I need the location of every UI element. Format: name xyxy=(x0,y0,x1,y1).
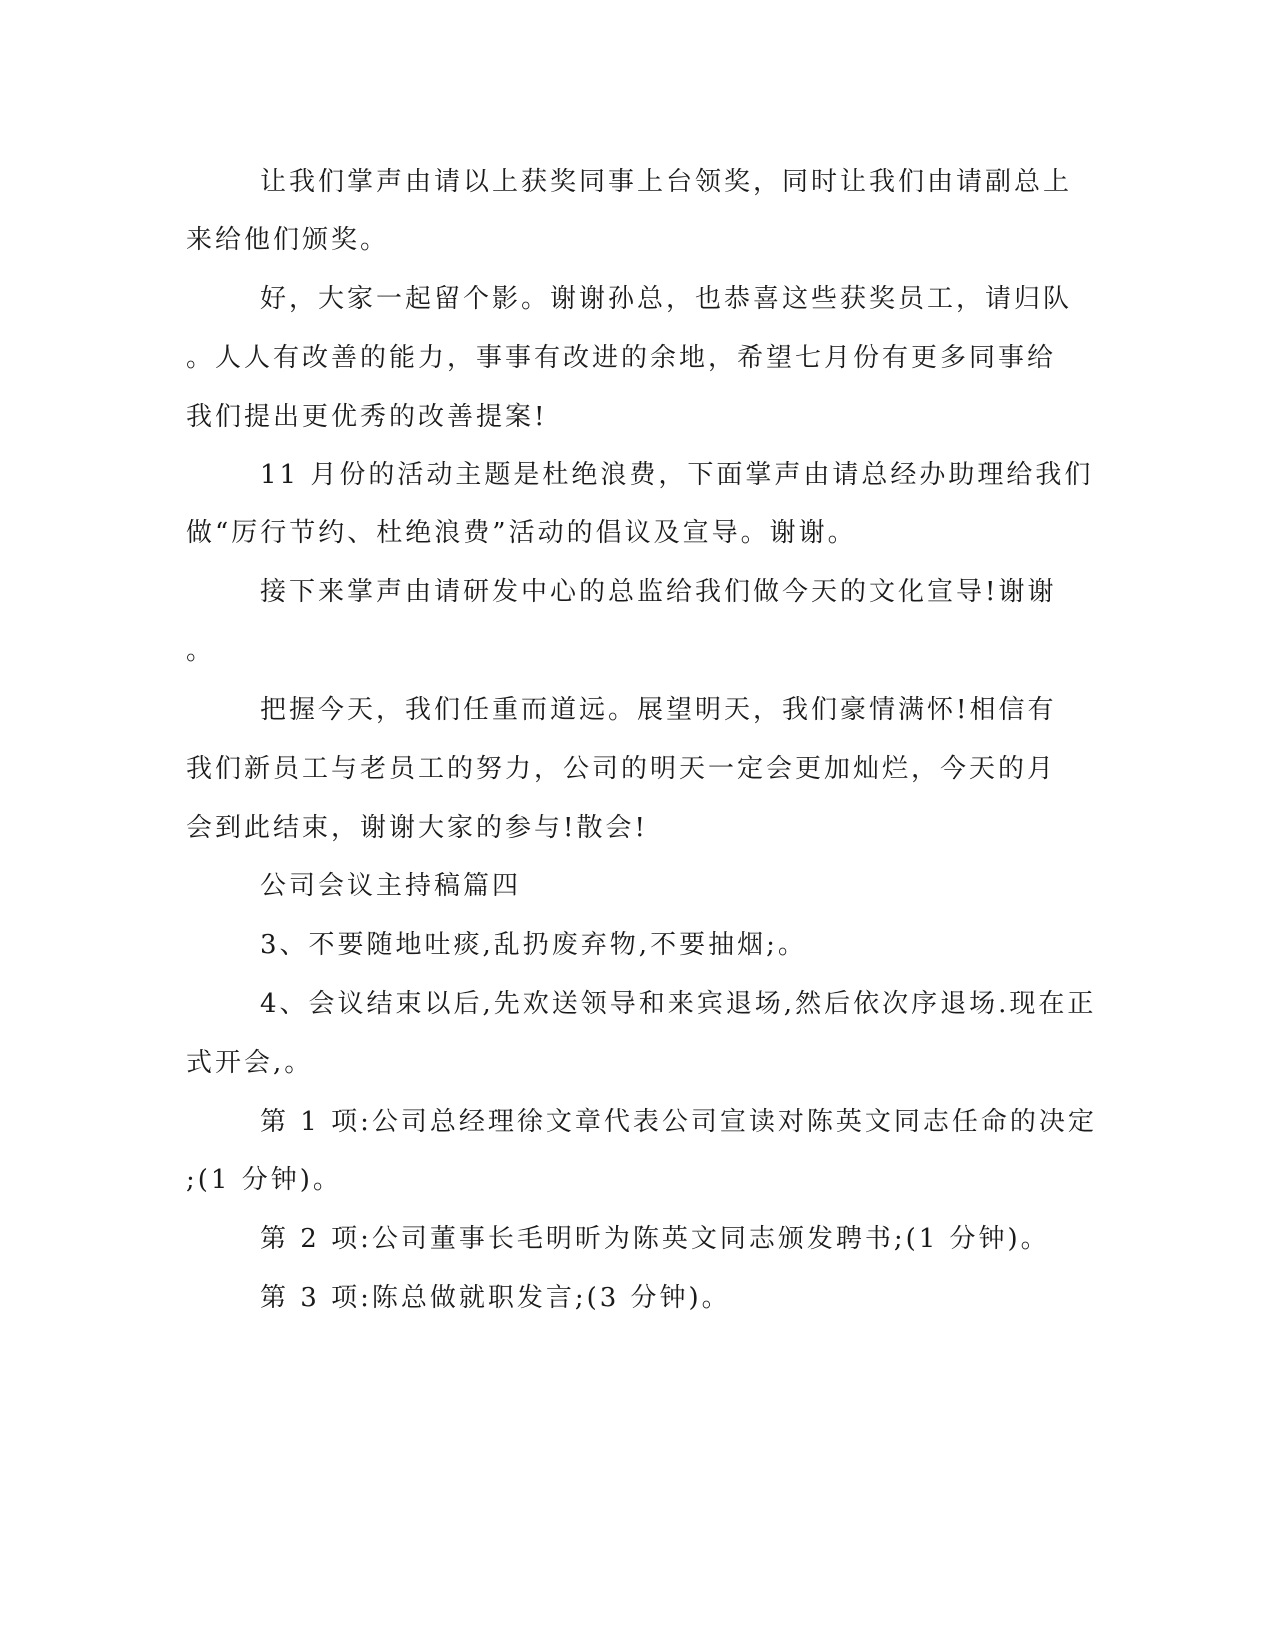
text-line: 我们提出更优秀的改善提案! xyxy=(186,402,548,432)
text-line: 做“厉行节约、杜绝浪费”活动的倡议及宣导。谢谢。 xyxy=(186,518,857,548)
text-line: 11 月份的活动主题是杜绝浪费，下面掌声由请总经办助理给我们 xyxy=(260,460,1094,490)
text-line: ;(1 分钟)。 xyxy=(186,1165,342,1195)
section-heading: 公司会议主持稿篇四 xyxy=(260,871,522,901)
text-line: 好，大家一起留个影。谢谢孙总，也恭喜这些获奖员工，请归队 xyxy=(260,284,1073,314)
text-line: 来给他们颁奖。 xyxy=(186,225,390,255)
text-line: 式开会,。 xyxy=(186,1048,314,1078)
text-line: 我们新员工与老员工的努力，公司的明天一定会更加灿烂，今天的月 xyxy=(186,754,1057,784)
text-line: 让我们掌声由请以上获奖同事上台领奖，同时让我们由请副总上 xyxy=(260,167,1073,197)
text-line: 4、会议结束以后,先欢送领导和来宾退场,然后依次序退场.现在正 xyxy=(260,989,1097,1019)
text-line: 3、不要随地吐痰,乱扔废弃物,不要抽烟;。 xyxy=(260,930,807,960)
text-line: 第 3 项:陈总做就职发言;(3 分钟)。 xyxy=(260,1283,731,1313)
text-line: 。 xyxy=(186,636,216,666)
text-line: 第 2 项:公司董事长毛明昕为陈英文同志颁发聘书;(1 分钟)。 xyxy=(260,1224,1050,1254)
text-line: 会到此结束，谢谢大家的参与!散会! xyxy=(186,813,648,843)
text-line: 。人人有改善的能力，事事有改进的余地，希望七月份有更多同事给 xyxy=(186,343,1057,373)
text-line: 第 1 项:公司总经理徐文章代表公司宣读对陈英文同志任命的决定 xyxy=(260,1107,1097,1137)
text-line: 接下来掌声由请研发中心的总监给我们做今天的文化宣导!谢谢 xyxy=(260,577,1057,607)
text-line: 把握今天，我们任重而道远。展望明天，我们豪情满怀!相信有 xyxy=(260,695,1057,725)
